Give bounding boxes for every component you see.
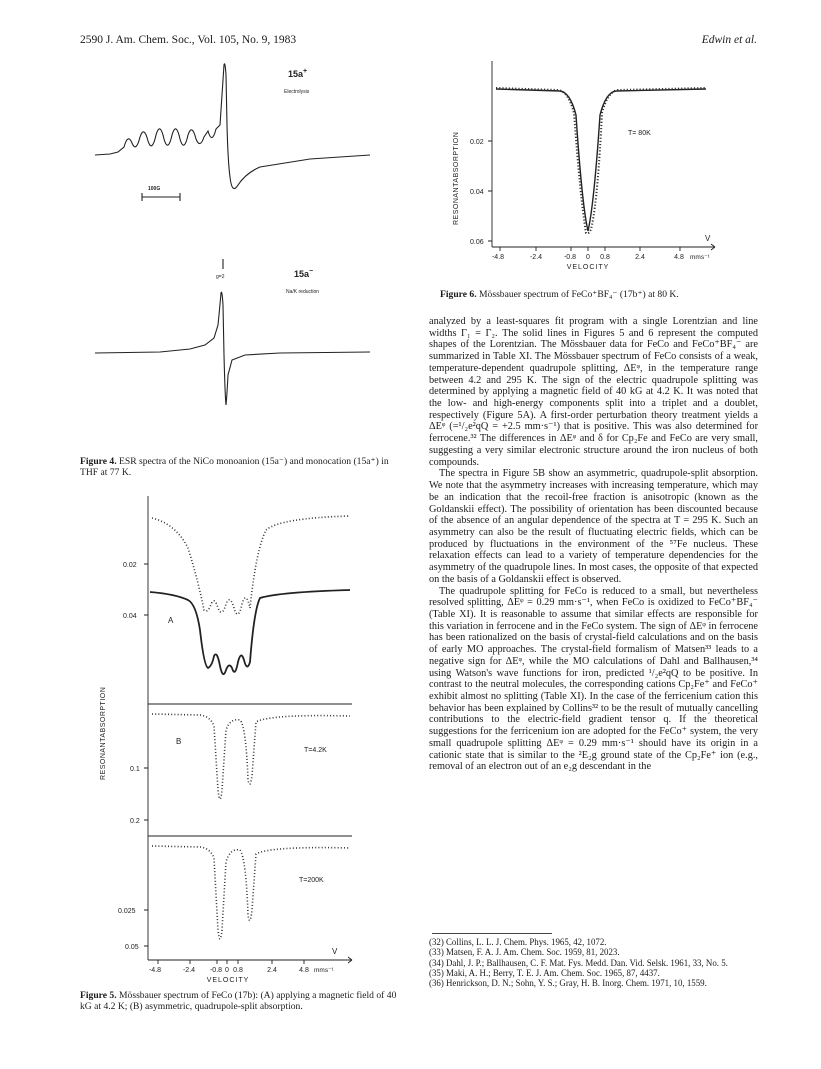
fig6-xtick-2: -2.4 xyxy=(529,254,543,261)
fig5-panel-c-data xyxy=(152,846,350,939)
figure-5-caption: Figure 5. Mössbauer spectrum of FeCo (17b): (A) applying a magnetic field of 40 kG at 4.2 K; (B) asymmetric, quadrupole-split absorption. xyxy=(80,990,397,1012)
running-header-right: Edwin et al. xyxy=(701,34,757,46)
fig6-xtick-3: -0.8 xyxy=(563,254,577,261)
figure-6-caption: Figure 6. Mössbauer spectrum of FeCo⁺BF₄⁻ (17b⁺) at 80 K. xyxy=(440,289,679,300)
body-paragraph-3: The quadrupole splitting for FeCo is reduced to a small, but nevertheless resolved splitting, ΔEᵠ = 0.29 mm·s⁻¹, when FeCo is oxidized to FeCo⁺BF₄⁻ (Table XI). It is reasonable to assume that similar effects are responsible for this variation in ferrocene and in the FeCo system. The sign of ΔEᵠ in ferrocene has been rationalized on the basis of crystal-field calculations and on the basis of early MO approaches. The crystal-field formalism of Matsen³³ leads to a negative sign for ΔEᵠ, while the MO calculations of Dahl and Ballhausen,³⁴ using Watson's wave functions for iron, predicted ¹/₂e²qQ to be positive. In contrast to the neutral molecules, the corresponding cations Cp₂Fe⁺ and FeCo⁺ exhibit almost no splitting (Table XI). In the case of the ferricenium cation this behavior has been explained by Collins³² to be the result of mutually cancelling contributions to the electric-field gradient tensor q. If the theoretical suggestions for the ferricenium ion are adopted for the FeCo⁺ system, the very small quadrupole splitting ΔEᵠ = 0.29 mm·s⁻¹ should have its origin in a cationic state that is similar to the ²E₂g ground state of the Cp₂Fe⁺ ion (e.g., removal of an electron out of an e₂g descendant in the xyxy=(429,585,758,773)
fig5-temp-c: T=200K xyxy=(299,877,324,884)
fig6-temp: T= 80K xyxy=(628,130,651,137)
fig4-bottom-method: Na/K reduction xyxy=(286,289,320,295)
fig5-xtick-3: -0.8 xyxy=(209,967,223,974)
fig5-ylabel: RESONANTABSORPTION xyxy=(100,686,107,780)
fig6-ytick-1: 0.02 xyxy=(470,139,484,146)
fig5-ytick-a1: 0.02 xyxy=(123,562,137,569)
fig5-label-b: B xyxy=(176,737,182,746)
body-paragraph-1: analyzed by a least-squares fit program with a single Lorentzian and line widths Γ₁ = Γ₂. The solid lines in Figures 5 and 6 represent the computed shapes of the Lorentzian. The Mössbauer data for FeCo and FeCo⁺BF₄⁻ are summarized in Table XI. The Mössbauer spectrum of FeCo consists of a weak, temperature-dependent quadrupole splitting, ΔEᵠ, in the temperature range between 4.2 and 295 K. The sign of the electric quadrupole splitting was determined by applying a magnetic field of 40 kG at 4.2 K. It was noted that the low- and high-energy components split into a triplet and a doublet, respectively (Figure 5A). A first-order perturbation theory treatment yields a ΔEᵠ (=¹/₂e²qQ = +2.5 mm·s⁻¹) that is positive. This was also determined for ferrocene.³² The differences in ΔEᵠ and δ for Cp₂Fe and FeCo are very small, suggesting a very similar electronic structure around the iron nucleus of both compounds. xyxy=(429,316,758,468)
fig4-top-label: 15a+ xyxy=(288,68,308,79)
fig5-xtick-2: -2.4 xyxy=(182,967,196,974)
fig5-temp-b: T=4.2K xyxy=(304,747,327,754)
fig5-v-label: V xyxy=(332,947,338,956)
fig6-xtick-7: 4.8 xyxy=(674,254,684,261)
body-paragraph-2: The spectra in Figure 5B show an asymmetric, quadrupole-split absorption. We note that the asymmetry increases with increasing temperature, which may be an indication that the recoil-free fraction is anisotropic (known as the Goldanskii effect). The possibility of orientation has been discounted because of the absence of an angular dependence of the spectra at T = 295 K. Such an asymmetry can also be the result of fluctuating electric fields, which can be produced by fluctuations in the environment of the ⁵⁷Fe nucleus. These relaxation effects can lead to a variety of temperature dependencies for the asymmetry of the quadrupole lines. In most cases, the opposite of that expected on the basis of a Goldanskii effect is observed. xyxy=(429,468,758,585)
fig5-panel-b-data xyxy=(152,714,350,799)
figure-4-esr-spectra xyxy=(80,55,415,455)
fig5-xtick-7: 4.8 xyxy=(299,967,309,974)
figure-4-caption: Figure 4. ESR spectra of the NiCo monoanion (15a⁻) and monocation (15a⁺) in THF at 77 K. xyxy=(80,456,389,478)
scale-bar xyxy=(142,193,180,201)
references xyxy=(429,937,758,988)
reference-36: (36) Henrickson, D. N.; Sohn, Y. S.; Gray, H. B. Inorg. Chem. 1971, 10, 1559. xyxy=(429,978,707,989)
fig6-ytick-3: 0.06 xyxy=(470,239,484,246)
fig6-xtick-4: 0 xyxy=(586,254,590,261)
fig5-ytick-b1: 0.1 xyxy=(130,766,140,773)
running-header-left: 2590 J. Am. Chem. Soc., Vol. 105, No. 9, 1983 xyxy=(80,34,297,46)
fig5-panel-a-fit xyxy=(150,590,350,674)
esr-trace-anion xyxy=(95,292,370,405)
references-rule xyxy=(432,933,552,934)
reference-32: (32) Collins, L. L. J. Chem. Phys. 1965, 42, 1072. xyxy=(429,937,607,947)
fig6-xtick-6: 2.4 xyxy=(635,254,645,261)
fig5-xtick-4: 0 xyxy=(225,967,229,974)
fig6-unit: mms⁻¹ xyxy=(690,254,710,261)
fig6-xtick-5: 0.8 xyxy=(600,254,610,261)
fig4-top-method: Electrolysis xyxy=(284,89,310,95)
fig6-xtick-1: -4.8 xyxy=(491,254,505,261)
fig4-scale-label: 100G xyxy=(148,186,161,192)
fig5-unit: mms⁻¹ xyxy=(314,967,334,974)
fig6-ylabel: RESONANTABSORPTION xyxy=(453,131,460,225)
fig6-v-label: V xyxy=(705,234,711,243)
fig5-xtick-5: 0.8 xyxy=(233,967,243,974)
fig4-bottom-label: 15a− xyxy=(294,268,314,279)
esr-trace-cation xyxy=(95,64,370,189)
fig6-ytick-2: 0.04 xyxy=(470,189,484,196)
fig5-label-a: A xyxy=(168,616,174,625)
reference-34: (34) Dahl, J. P.; Ballhausen, C. F. Mat. Fys. Medd. Dan. Vid. Selsk. 1961, 33, No. 5. xyxy=(429,957,728,968)
fig6-xlabel: VELOCITY xyxy=(566,264,610,271)
fig5-ytick-c2: 0.05 xyxy=(125,944,139,951)
fig5-xtick-1: -4.8 xyxy=(148,967,162,974)
fig5-ytick-b2: 0.2 xyxy=(130,818,140,825)
fig5-ytick-a2: 0.04 xyxy=(123,613,137,620)
fig5-panel-a-data xyxy=(152,516,350,614)
reference-33: (33) Matsen, F. A. J. Am. Chem. Soc. 1959, 81, 2023. xyxy=(429,947,620,958)
fig5-xlabel: VELOCITY xyxy=(206,977,250,984)
figure-6-mossbauer xyxy=(440,55,740,290)
reference-35: (35) Maki, A. H.; Berry, T. E. J. Am. Chem. Soc. 1965, 87, 4437. xyxy=(429,967,660,978)
fig4-g-label: g=2 xyxy=(216,274,225,280)
figure-5-mossbauer xyxy=(80,490,415,985)
fig5-ytick-c1: 0.025 xyxy=(118,908,136,915)
fig5-xtick-6: 2.4 xyxy=(267,967,277,974)
body-text xyxy=(429,316,758,773)
fig6-fit xyxy=(496,89,706,231)
